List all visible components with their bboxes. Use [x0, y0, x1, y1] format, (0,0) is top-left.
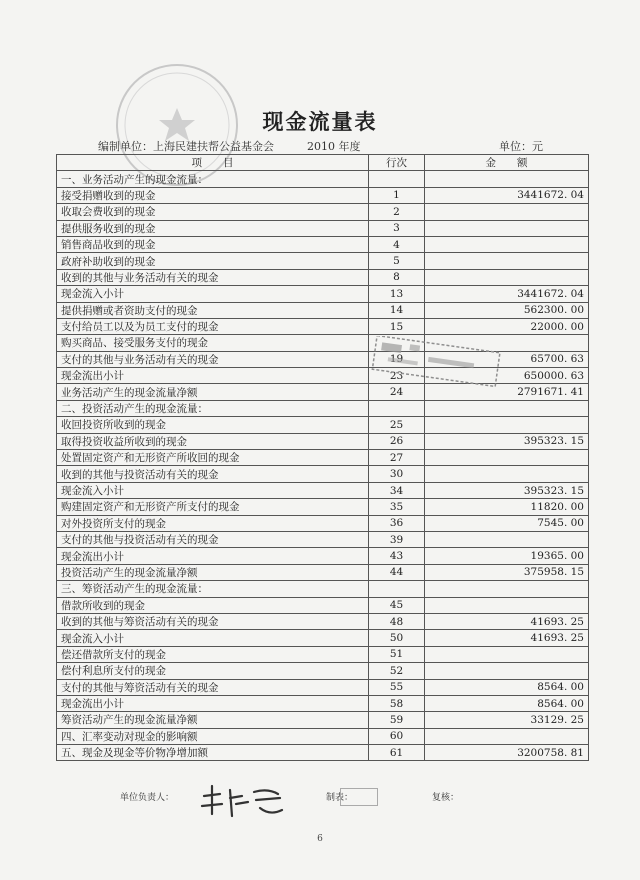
row-item-label: 偿还借款所支付的现金 [57, 646, 369, 662]
table-row [57, 351, 589, 367]
row-line-number [369, 400, 425, 416]
row-amount [425, 236, 589, 252]
row-line-number: 58 [369, 695, 425, 711]
table-row [57, 581, 589, 597]
table-row [57, 400, 589, 416]
table-row [57, 384, 589, 400]
row-line-number: 35 [369, 499, 425, 515]
row-amount: 8564. 00 [425, 679, 589, 695]
row-item-label: 接受捐赠收到的现金 [57, 187, 369, 203]
row-item-label: 购建固定资产和无形资产所支付的现金 [57, 499, 369, 515]
row-item-label: 取得投资收益所收到的现金 [57, 433, 369, 449]
table-row [57, 597, 589, 613]
row-item-label: 二、投资活动产生的现金流量： [57, 400, 369, 416]
row-line-number: 51 [369, 646, 425, 662]
handwritten-signature-icon [198, 782, 288, 822]
row-item-label: 收到的其他与投资活动有关的现金 [57, 466, 369, 482]
table-row [57, 417, 589, 433]
row-amount [425, 646, 589, 662]
row-line-number: 24 [369, 384, 425, 400]
table-row [57, 499, 589, 515]
row-amount [425, 204, 589, 220]
row-line-number: 13 [369, 286, 425, 302]
column-header-line: 行次 [369, 155, 425, 171]
row-amount: 33129. 25 [425, 712, 589, 728]
table-row [57, 450, 589, 466]
row-item-label: 销售商品收到的现金 [57, 236, 369, 252]
table-row [57, 548, 589, 564]
table-row [57, 630, 589, 646]
row-item-label: 筹资活动产生的现金流量净额 [57, 712, 369, 728]
row-item-label: 四、汇率变动对现金的影响额 [57, 728, 369, 744]
row-item-label: 支付的其他与筹资活动有关的现金 [57, 679, 369, 695]
row-item-label: 收到的其他与筹资活动有关的现金 [57, 613, 369, 629]
table-row [57, 695, 589, 711]
row-amount [425, 400, 589, 416]
row-line-number [369, 581, 425, 597]
row-item-label: 支付的其他与业务活动有关的现金 [57, 351, 369, 367]
column-header-amount: 金 额 [425, 155, 589, 171]
row-amount [425, 417, 589, 433]
reporting-entity: 编制单位：上海民建扶帮公益基金会 [98, 140, 274, 153]
row-line-number: 60 [369, 728, 425, 744]
row-amount: 3441672. 04 [425, 286, 589, 302]
row-amount [425, 663, 589, 679]
table-row [57, 646, 589, 662]
row-line-number: 2 [369, 204, 425, 220]
row-item-label: 收到的其他与业务活动有关的现金 [57, 269, 369, 285]
table-header-row [57, 155, 589, 171]
currency-unit: 单位：元 [499, 140, 543, 153]
page-number: 6 [317, 834, 323, 844]
row-amount [425, 728, 589, 744]
column-header-item: 项 目 [57, 155, 369, 171]
reporting-year: 2010 年度 [307, 140, 361, 153]
row-item-label: 支付的其他与投资活动有关的现金 [57, 531, 369, 547]
maker-label: 制表： [326, 793, 354, 803]
row-amount [425, 581, 589, 597]
row-item-label: 提供服务收到的现金 [57, 220, 369, 236]
table-row [57, 433, 589, 449]
row-amount [425, 220, 589, 236]
row-amount: 19365. 00 [425, 548, 589, 564]
row-amount: 3441672. 04 [425, 187, 589, 203]
row-line-number: 14 [369, 302, 425, 318]
row-amount [425, 450, 589, 466]
row-amount [425, 531, 589, 547]
row-item-label: 处置固定资产和无形资产所收回的现金 [57, 450, 369, 466]
row-item-label: 现金流入小计 [57, 286, 369, 302]
row-amount [425, 171, 589, 187]
row-line-number: 45 [369, 597, 425, 613]
table-row [57, 515, 589, 531]
table-row [57, 679, 589, 695]
row-line-number: 44 [369, 564, 425, 580]
row-line-number: 15 [369, 318, 425, 334]
row-line-number: 55 [369, 679, 425, 695]
reviewer-label: 复核： [432, 793, 460, 803]
row-line-number [369, 171, 425, 187]
table-row [57, 318, 589, 334]
row-item-label: 支付给员工以及为员工支付的现金 [57, 318, 369, 334]
unit-head-label: 单位负责人： [120, 793, 175, 803]
row-item-label: 收回投资所收到的现金 [57, 417, 369, 433]
row-amount: 7545. 00 [425, 515, 589, 531]
row-item-label: 现金流出小计 [57, 695, 369, 711]
row-amount: 8564. 00 [425, 695, 589, 711]
row-amount [425, 466, 589, 482]
row-item-label: 现金流入小计 [57, 482, 369, 498]
row-line-number: 39 [369, 531, 425, 547]
row-amount [425, 269, 589, 285]
table-row [57, 204, 589, 220]
maker-stamp [340, 788, 378, 806]
row-item-label: 提供捐赠或者资助支付的现金 [57, 302, 369, 318]
table-row [57, 220, 589, 236]
table-row [57, 745, 589, 761]
row-item-label: 投资活动产生的现金流量净额 [57, 564, 369, 580]
row-line-number: 26 [369, 433, 425, 449]
table-row [57, 335, 589, 351]
row-amount [425, 253, 589, 269]
row-item-label: 对外投资所支付的现金 [57, 515, 369, 531]
table-row [57, 253, 589, 269]
cash-flow-table [56, 154, 589, 761]
table-row [57, 187, 589, 203]
row-amount: 11820. 00 [425, 499, 589, 515]
row-line-number: 23 [369, 368, 425, 384]
row-item-label: 购买商品、接受服务支付的现金 [57, 335, 369, 351]
row-item-label: 一、业务活动产生的现金流量： [57, 171, 369, 187]
table-row [57, 269, 589, 285]
row-line-number: 43 [369, 548, 425, 564]
row-amount: 41693. 25 [425, 630, 589, 646]
row-line-number: 4 [369, 236, 425, 252]
row-item-label: 政府补助收到的现金 [57, 253, 369, 269]
row-item-label: 偿付利息所支付的现金 [57, 663, 369, 679]
row-amount [425, 597, 589, 613]
row-amount: 3200758. 81 [425, 745, 589, 761]
row-item-label: 业务活动产生的现金流量净额 [57, 384, 369, 400]
row-item-label: 现金流出小计 [57, 548, 369, 564]
table-row [57, 482, 589, 498]
table-row [57, 712, 589, 728]
table-body [57, 171, 589, 761]
row-line-number: 3 [369, 220, 425, 236]
row-line-number: 8 [369, 269, 425, 285]
row-line-number: 59 [369, 712, 425, 728]
table-row [57, 466, 589, 482]
row-item-label: 现金流入小计 [57, 630, 369, 646]
row-line-number: 50 [369, 630, 425, 646]
page-title: 现金流量表 [262, 109, 378, 134]
table-row [57, 302, 589, 318]
row-line-number: 1 [369, 187, 425, 203]
row-line-number: 52 [369, 663, 425, 679]
table-row [57, 613, 589, 629]
table-row [57, 171, 589, 187]
row-amount: 562300. 00 [425, 302, 589, 318]
row-amount: 650000. 63 [425, 368, 589, 384]
row-item-label: 五、现金及现金等价物净增加额 [57, 745, 369, 761]
row-item-label: 三、筹资活动产生的现金流量： [57, 581, 369, 597]
row-line-number: 34 [369, 482, 425, 498]
table-row [57, 728, 589, 744]
row-line-number: 48 [369, 613, 425, 629]
row-amount: 65700. 63 [425, 351, 589, 367]
table-row [57, 531, 589, 547]
row-line-number: 25 [369, 417, 425, 433]
row-amount: 375958. 15 [425, 564, 589, 580]
row-line-number: 61 [369, 745, 425, 761]
row-amount: 395323. 15 [425, 433, 589, 449]
row-amount: 41693. 25 [425, 613, 589, 629]
row-amount: 2791671. 41 [425, 384, 589, 400]
table-row [57, 368, 589, 384]
ink-stamp-icon [368, 336, 504, 388]
table-row [57, 564, 589, 580]
table-row [57, 286, 589, 302]
row-line-number: 27 [369, 450, 425, 466]
row-line-number: 5 [369, 253, 425, 269]
row-line-number: 30 [369, 466, 425, 482]
row-amount: 395323. 15 [425, 482, 589, 498]
table-row [57, 236, 589, 252]
row-item-label: 现金流出小计 [57, 368, 369, 384]
table-row [57, 663, 589, 679]
row-amount: 22000. 00 [425, 318, 589, 334]
row-line-number: 36 [369, 515, 425, 531]
row-item-label: 借款所收到的现金 [57, 597, 369, 613]
row-item-label: 收取会费收到的现金 [57, 204, 369, 220]
